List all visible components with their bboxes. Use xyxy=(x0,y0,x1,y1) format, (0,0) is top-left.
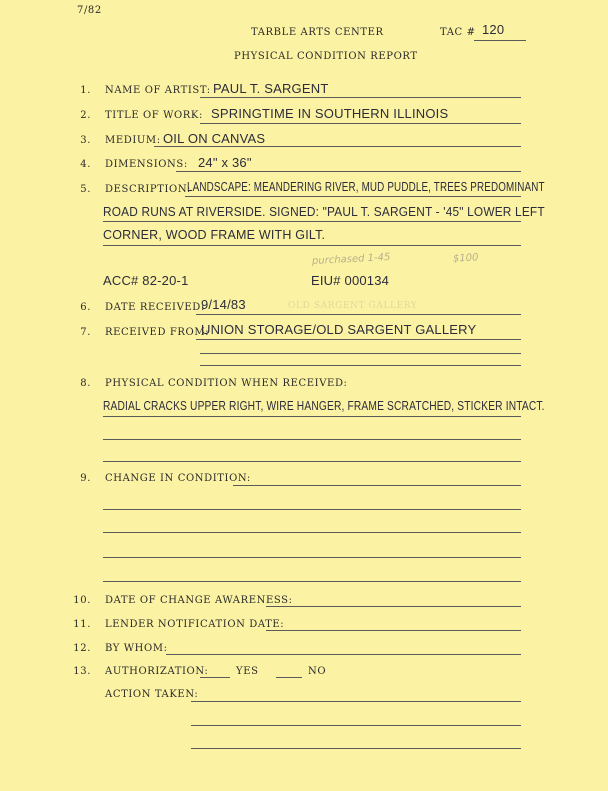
dimensions-value: 24" x 36" xyxy=(198,155,252,170)
description-line-2: ROAD RUNS AT RIVERSIDE. SIGNED: "PAUL T. SARGENT - '45" LOWER LEFT xyxy=(103,205,545,219)
dimensions-line xyxy=(176,171,521,172)
field-7-number: 7. xyxy=(80,327,91,338)
description-rule-3 xyxy=(103,245,521,246)
change-rule-1 xyxy=(233,485,521,486)
condition-rule-3 xyxy=(103,461,521,462)
date-received-line xyxy=(196,314,521,315)
received-from-line-2 xyxy=(200,353,521,354)
yes-label: YES xyxy=(236,666,259,677)
yes-line xyxy=(200,677,230,678)
description-line-1: LANDSCAPE: MEANDERING RIVER, MUD PUDDLE, TREES PREDOMINANT xyxy=(187,180,545,194)
by-whom-line xyxy=(166,654,521,655)
tac-label: TAC # xyxy=(440,27,476,38)
description-rule-2 xyxy=(103,221,521,222)
medium-line xyxy=(154,146,521,147)
condition-label: PHYSICAL CONDITION WHEN RECEIVED: xyxy=(105,378,348,389)
action-rule-3 xyxy=(191,748,521,749)
received-from-line-3 xyxy=(200,365,521,366)
field-12-number: 12. xyxy=(73,643,91,654)
tac-number: 120 xyxy=(482,22,505,37)
lender-notification-line xyxy=(266,630,521,631)
action-rule-1 xyxy=(191,701,521,702)
change-rule-4 xyxy=(103,557,521,558)
field-2-number: 2. xyxy=(80,110,91,121)
description-line-3: CORNER, WOOD FRAME WITH GILT. xyxy=(103,228,326,242)
corner-date: 7/82 xyxy=(77,5,102,16)
field-1-number: 1. xyxy=(80,85,91,96)
field-3-number: 3. xyxy=(80,135,91,146)
title-label: TITLE OF WORK: xyxy=(105,110,203,121)
dimensions-label: DIMENSIONS: xyxy=(105,159,188,170)
tac-line xyxy=(474,40,526,41)
received-from-value: UNION STORAGE/OLD SARGENT GALLERY xyxy=(201,322,477,337)
title-line xyxy=(200,123,521,124)
date-received-value: 9/14/83 xyxy=(201,297,246,312)
condition-rule-2 xyxy=(103,439,521,440)
field-13-number: 13. xyxy=(73,666,91,677)
no-line xyxy=(276,677,302,678)
no-label: NO xyxy=(308,666,327,677)
description-rule-1 xyxy=(185,196,521,197)
artist-value: PAUL T. SARGENT xyxy=(213,81,329,96)
form-title: PHYSICAL CONDITION REPORT xyxy=(234,51,418,62)
medium-value: OIL ON CANVAS xyxy=(163,131,266,146)
received-from-label: RECEIVED FROM: xyxy=(105,327,210,338)
date-received-label: DATE RECEIVED: xyxy=(105,302,205,313)
acc-number: ACC# 82-20-1 xyxy=(103,273,189,288)
medium-label: MEDIUM: xyxy=(105,135,161,146)
title-value: SPRINGTIME IN SOUTHERN ILLINOIS xyxy=(211,106,449,121)
field-10-number: 10. xyxy=(73,595,91,606)
description-label: DESCRIPTION: xyxy=(105,184,191,195)
artist-label: NAME OF ARTIST: xyxy=(105,85,211,96)
field-6-number: 6. xyxy=(80,302,91,313)
field-8-number: 8. xyxy=(80,378,91,389)
change-rule-3 xyxy=(103,532,521,533)
artist-line xyxy=(200,97,521,98)
action-rule-2 xyxy=(191,725,521,726)
field-4-number: 4. xyxy=(80,159,91,170)
condition-rule-1 xyxy=(103,416,521,417)
pencil-note: purchased 1-45 xyxy=(311,251,391,268)
change-awareness-label: DATE OF CHANGE AWARENESS: xyxy=(105,595,293,606)
authorization-label: AUTHORIZATION: xyxy=(105,666,209,677)
action-taken-label: ACTION TAKEN: xyxy=(105,689,199,700)
org-name: TARBLE ARTS CENTER xyxy=(251,27,384,38)
change-rule-2 xyxy=(103,509,521,510)
change-label: CHANGE IN CONDITION: xyxy=(105,473,251,484)
change-awareness-line xyxy=(266,606,521,607)
condition-value: RADIAL CRACKS UPPER RIGHT, WIRE HANGER, FRAME SCRATCHED, STICKER INTACT. xyxy=(103,399,545,413)
received-from-line-1 xyxy=(196,339,521,340)
field-5-number: 5. xyxy=(80,184,91,195)
change-rule-5 xyxy=(103,581,521,582)
pencil-price: $100 xyxy=(452,252,479,265)
field-9-number: 9. xyxy=(80,473,91,484)
field-11-number: 11. xyxy=(73,619,91,630)
faded-strikeout-text: OLD SARGENT GALLERY xyxy=(288,301,418,311)
by-whom-label: BY WHOM: xyxy=(105,643,168,654)
lender-notification-label: LENDER NOTIFICATION DATE: xyxy=(105,619,285,630)
eiu-number: EIU# 000134 xyxy=(311,273,390,288)
